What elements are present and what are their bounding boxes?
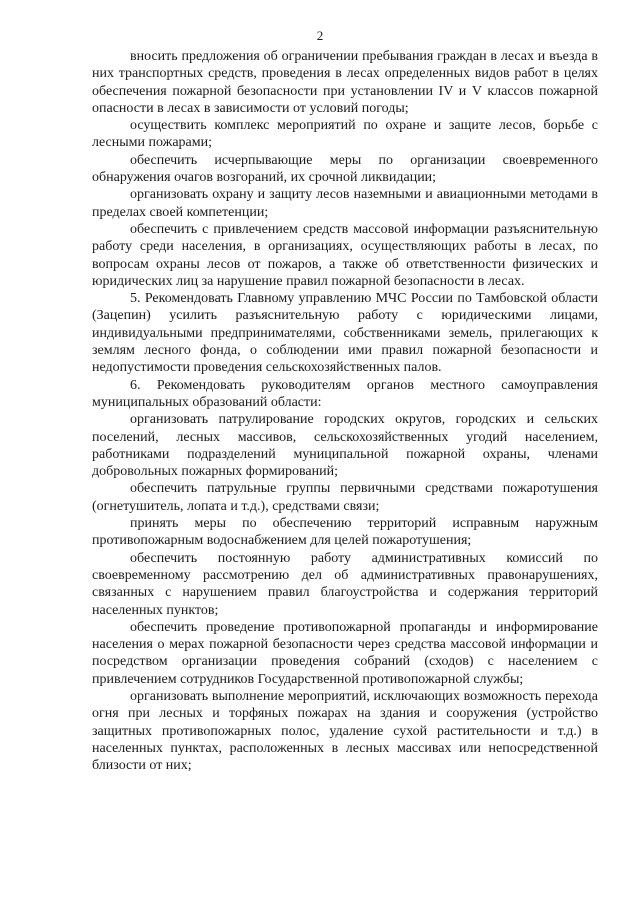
paragraph: организовать патрулирование городских округов, городских и сельских поселений, лесных массивов, сельскохозяйственных угодий населением, работниками подразделений муниципальной пожарной охраны, членами добровольных пожарных формирований; [92, 412, 598, 480]
paragraph: осуществить комплекс мероприятий по охране и защите лесов, борьбе с лесными пожарами; [92, 118, 598, 151]
document-body [92, 48, 598, 774]
paragraph: обеспечить с привлечением средств массовой информации разъяснительную работу среди населения, в организациях, осуществляющих работы в лесах, по вопросам охраны лесов от пожаров, а также об ответственности физических и юридических лиц за нарушение правил пожарной безопасности в лесах. [92, 221, 598, 289]
page-number: 2 [316, 28, 324, 43]
paragraph: 5. Рекомендовать Главному управлению МЧС России по Тамбовской области (Зацепин) усилить разъяснительную работу с юридическими лицами, индивидуальными предпринимателями, собственниками земель, прилегающих к землям лесного фонда, о соблюдении ими правил пожарной безопасности и недопустимости проведения сельскохозяйственных палов. [92, 291, 598, 376]
paragraph: организовать охрану и защиту лесов наземными и авиационными методами в пределах своей компетенции; [92, 187, 598, 220]
paragraph: 6. Рекомендовать руководителям органов местного самоуправления муниципальных образований области: [92, 377, 598, 410]
paragraph: принять меры по обеспечению территорий исправным наружным противопожарным водоснабжением для целей пожаротушения; [92, 516, 598, 549]
paragraph: обеспечить постоянную работу административных комиссий по своевременному рассмотрению дел об административных правонарушениях, связанных с нарушением правил благоустройства и содержания территорий населенных пунктов; [92, 550, 598, 618]
paragraph: обеспечить патрульные группы первичными средствами пожаротушения (огнетушитель, лопата и т.д.), средствами связи; [92, 481, 598, 514]
paragraph: обеспечить проведение противопожарной пропаганды и информирование населения о мерах пожарной безопасности через средства массовой информации и посредством организации проведения собраний (сходов) с населением с привлечением сотрудников Государственной противопожарной службы; [92, 619, 598, 687]
paragraph: организовать выполнение мероприятий, исключающих возможность перехода огня при лесных и торфяных пожарах на здания и сооружения (устройство защитных противопожарных полос, удаление сухой растительности и т.д.) в населенных пунктах, расположенных в лесных массивах или непосредственной близости от них; [92, 688, 598, 774]
paragraph: вносить предложения об ограничении пребывания граждан в лесах и въезда в них транспортных средств, проведения в лесах определенных видов работ в целях обеспечения пожарной безопасности при установлении IV и V классов пожарной опасности в лесах в зависимости от условий погоды; [92, 49, 598, 116]
paragraph: обеспечить исчерпывающие меры по организации своевременного обнаружения очагов возгораний, их срочной ликвидации; [92, 152, 598, 186]
